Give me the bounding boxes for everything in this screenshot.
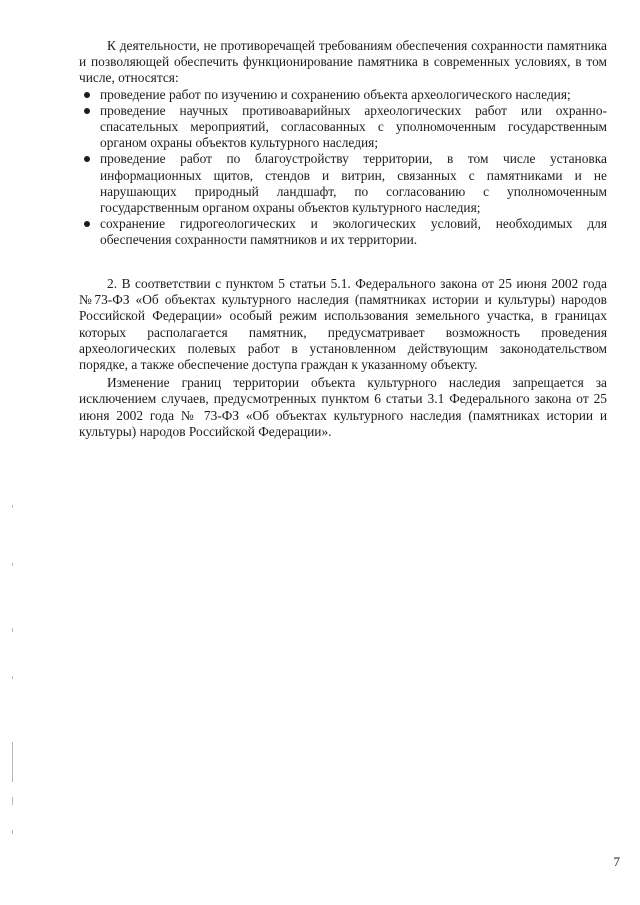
scan-mark [12,797,13,805]
scan-mark [12,676,13,679]
activities-section [79,38,607,249]
scan-mark [12,830,13,834]
section-2 [79,276,607,440]
scan-mark [12,742,13,782]
scan-mark [12,628,13,632]
intro-paragraph: К деятельности, не противоречащей требованиям обеспечения сохранности памятника и позволяющей обеспечить функционирование памятника в современных условиях, в том числе, относятся: [79,38,607,86]
boundaries-paragraph: Изменение границ территории объекта культурного наследия запрещается за исключением случаев, предусмотренных пунктом 6 статьи 3.1 Федерального закона от 25 июня 2002 года № 73-ФЗ «Об объектах культурного наследия (памятниках истории и культуры) народов Российской Федерации». [79,375,607,439]
list-item: проведение работ по изучению и сохранению объекта археологического наследия; [79,87,607,103]
list-item: проведение работ по благоустройству территории, в том числе установка информационных щитов, стендов и витрин, связанных с памятниками и не нарушающих природный ландшафт, по согласованию с уполномоченным государственным органом охраны объектов культурного наследия; [79,151,607,216]
scan-mark [12,505,13,508]
list-item: проведение научных противоаварийных археологических работ или охранно-спасательных мероприятий, согласованных с уполномоченным государственным органом охраны объектов культурного наследия; [79,103,607,152]
list-item: сохранение гидрогеологических и экологических условий, необходимых для обеспечения сохранности памятников и их территории. [79,216,607,248]
scan-mark [12,563,13,566]
activities-list [79,87,607,249]
page-number: 7 [613,854,620,869]
section-2-paragraph: 2. В соответствии с пунктом 5 статьи 5.1. Федерального закона от 25 июня 2002 года №73-ФЗ «Об объектах культурного наследия (памятниках истории и культуры) народов Российской Федерации» особый режим использования земельного участка, в границах которых располагается памятник, предусматривает возможность проведения археологических полевых работ в установленном действующим законодательством порядке, а также обеспечение доступа граждан к указанному объекту. [79,276,607,373]
